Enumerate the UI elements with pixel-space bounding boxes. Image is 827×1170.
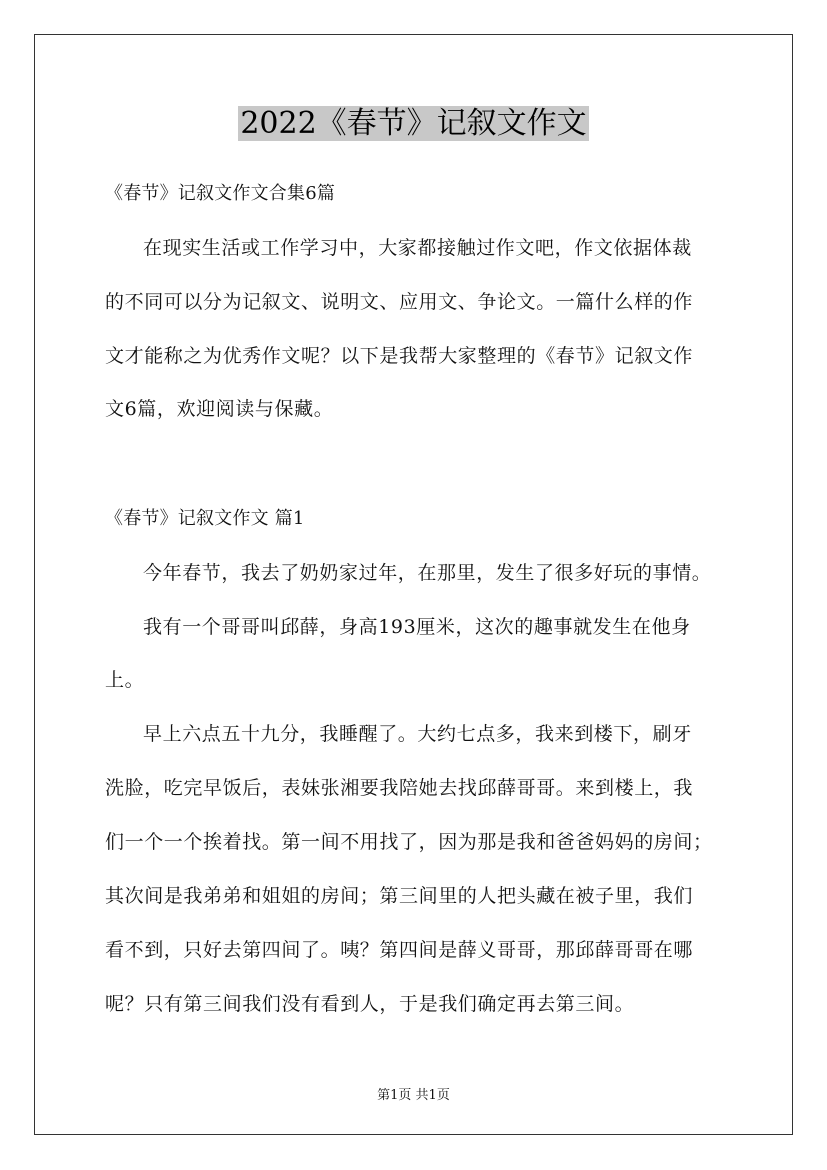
subtitle: 《春节》记叙文作文合集6篇 xyxy=(105,183,336,204)
body-line: 我有一个哥哥叫邱薛，身高193厘米，这次的趣事就发生在他身 xyxy=(143,616,691,638)
body-line: 今年春节，我去了奶奶家过年，在那里，发生了很多好玩的事情。 xyxy=(143,562,712,584)
intro-line: 在现实生活或工作学习中，大家都接触过作文吧，作文依据体裁 xyxy=(143,237,692,259)
page-number-footer: 第1页 共1页 xyxy=(377,1088,450,1103)
document-title: 2022《春节》记叙文作文 xyxy=(240,106,587,141)
body-line: 早上六点五十九分，我睡醒了。大约七点多，我来到楼下，刷牙 xyxy=(143,723,692,745)
section-heading: 《春节》记叙文作文 篇1 xyxy=(105,508,305,529)
document-title-block xyxy=(0,104,827,144)
body-line: 上。 xyxy=(105,669,145,691)
body-line: 呢？只有第三间我们没有看到人，于是我们确定再去第三间。 xyxy=(105,993,635,1015)
intro-line: 文才能称之为优秀作文呢？以下是我帮大家整理的《春节》记叙文作 xyxy=(105,345,694,367)
intro-line: 文6篇，欢迎阅读与保藏。 xyxy=(105,398,334,420)
body-line: 其次间是我弟弟和姐姐的房间；第三间里的人把头藏在被子里，我们 xyxy=(105,885,694,907)
body-line: 洗脸，吃完早饭后，表妹张湘要我陪她去找邱薛哥哥。来到楼上，我 xyxy=(105,777,694,799)
body-line: 们一个一个挨着找。第一间不用找了，因为那是我和爸爸妈妈的房间； xyxy=(105,831,713,853)
intro-line: 的不同可以分为记叙文、说明文、应用文、争论文。一篇什么样的作 xyxy=(105,291,694,313)
body-line: 看不到，只好去第四间了。咦？第四间是薛义哥哥，那邱薛哥哥在哪 xyxy=(105,939,694,961)
